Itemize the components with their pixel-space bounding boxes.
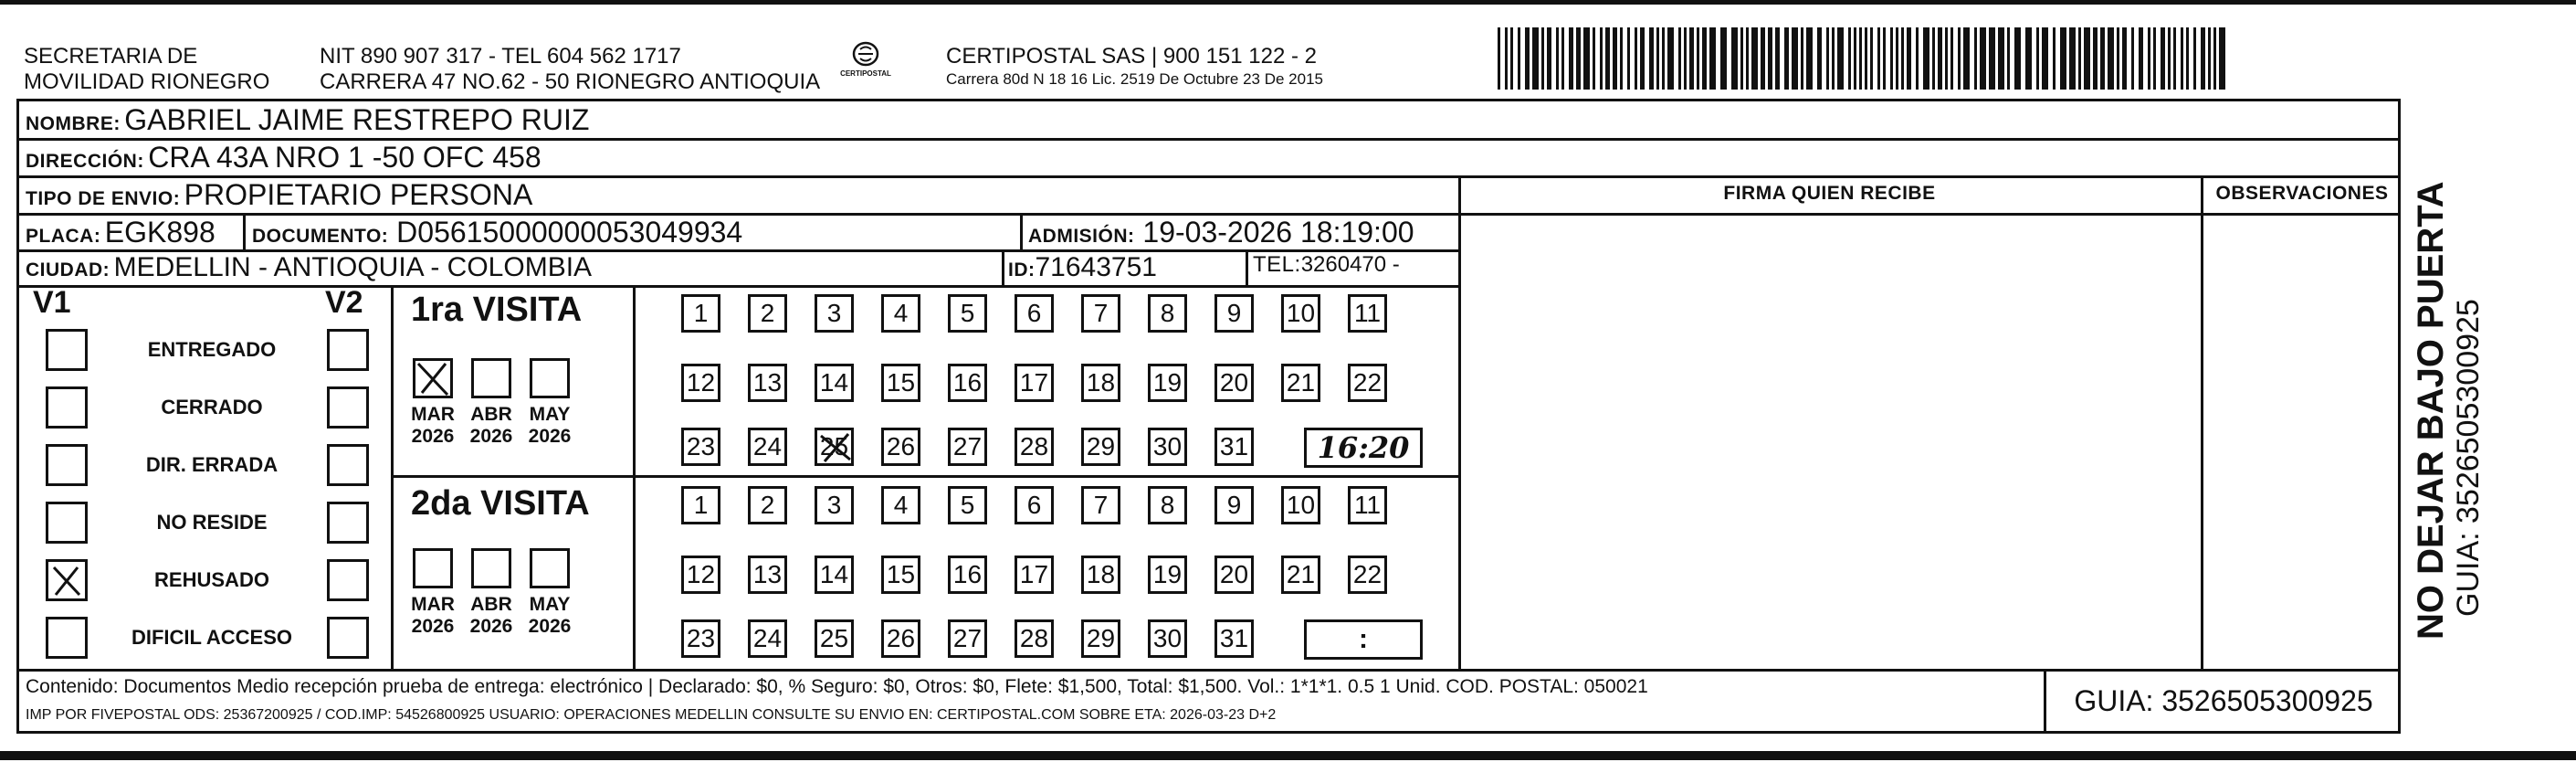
month-checkbox[interactable] <box>530 358 570 398</box>
barcode-bar <box>1896 27 1898 90</box>
barcode-bar <box>1938 27 1942 90</box>
barcode-bar <box>1600 27 1603 90</box>
barcode-bar <box>2093 27 2098 90</box>
day-box[interactable]: 2 <box>748 294 787 333</box>
day-box[interactable]: 9 <box>1214 486 1254 524</box>
day-box[interactable]: 26 <box>881 619 920 658</box>
barcode-bar <box>2108 27 2114 90</box>
direccion-field: DIRECCIÓN: CRA 43A NRO 1 -50 OFC 458 <box>26 141 541 174</box>
barcode-bar <box>1576 27 1581 90</box>
admision-field: ADMISIÓN: 19-03-2026 18:19:00 <box>1028 216 1414 249</box>
day-box[interactable]: 24 <box>748 428 787 466</box>
day-box[interactable]: 20 <box>1214 364 1254 402</box>
day-box[interactable]: 5 <box>948 486 987 524</box>
month-checkbox[interactable] <box>530 548 570 588</box>
v1-header: V1 <box>33 285 71 320</box>
day-box[interactable]: 6 <box>1015 294 1054 333</box>
certipostal-logo: CERTIPOSTAL <box>836 38 896 86</box>
barcode-bar <box>1649 27 1654 90</box>
day-box[interactable]: 16 <box>948 364 987 402</box>
footer-print-info: IMP POR FIVEPOSTAL ODS: 25367200925 / COD.IMP: 54526800925 USUARIO: OPERACIONES MEDELLIN CONSULTE SU ENVIO EN: CERTIPOSTAL.COM SOBRE ETA: 2026-03-23 D+2 <box>26 707 1277 723</box>
barcode-bar <box>2117 27 2119 90</box>
day-box[interactable]: 10 <box>1281 486 1320 524</box>
barcode-bar <box>2131 27 2134 90</box>
day-box[interactable]: 15 <box>881 364 920 402</box>
tipo-envio-field: TIPO DE ENVIO: PROPIETARIO PERSONA <box>26 178 533 211</box>
nombre-field: NOMBRE: GABRIEL JAIME RESTREPO RUIZ <box>26 103 590 136</box>
day-box[interactable]: 11 <box>1348 486 1387 524</box>
month-label: ABR 2026 <box>469 594 513 637</box>
barcode-bar <box>1945 27 1948 90</box>
v1-checkbox[interactable] <box>46 502 88 544</box>
barcode-bar <box>1923 27 1929 90</box>
day-box[interactable]: 18 <box>1081 364 1120 402</box>
barcode-bar <box>1702 27 1707 90</box>
barcode-bar <box>1613 27 1617 90</box>
day-box[interactable]: 23 <box>681 428 720 466</box>
day-box[interactable]: 29 <box>1081 428 1120 466</box>
barcode-bar <box>1832 27 1835 90</box>
nit-address: NIT 890 907 317 - TEL 604 562 1717 CARRERA 47 NO.62 - 50 RIONEGRO ANTIOQUIA <box>320 44 821 94</box>
v2-header: V2 <box>325 285 363 320</box>
day-box[interactable]: 28 <box>1015 428 1054 466</box>
barcode-bar <box>1510 27 1513 90</box>
barcode-bar <box>1678 27 1681 90</box>
time-box[interactable]: : <box>1304 619 1423 660</box>
month-label: MAY 2026 <box>528 594 572 637</box>
v2-checkbox[interactable] <box>327 329 369 371</box>
day-box[interactable]: 10 <box>1281 294 1320 333</box>
status-label: NO RESIDE <box>156 511 268 534</box>
barcode-bar <box>1817 27 1822 90</box>
month-checkbox[interactable] <box>413 548 453 588</box>
v1-checkbox[interactable] <box>46 329 88 371</box>
barcode-bar <box>1775 27 1780 90</box>
barcode-bar <box>1974 27 1977 90</box>
day-box[interactable]: 24 <box>748 619 787 658</box>
day-box[interactable]: 31 <box>1214 428 1254 466</box>
v1-checkbox[interactable] <box>46 386 88 429</box>
day-box[interactable]: 19 <box>1148 556 1187 594</box>
day-box[interactable]: 30 <box>1148 428 1187 466</box>
barcode-bar <box>2053 27 2056 90</box>
day-box[interactable]: 21 <box>1281 364 1320 402</box>
first-visit-title: 1ra VISITA <box>411 291 583 329</box>
cell-divider <box>1246 249 1248 285</box>
footer-content: Contenido: Documentos Medio recepción prueba de entrega: electrónico | Declarado: $0, % Seguro: $0, Otros: $0, Flete: $1,500, Total: $1,500. Vol.: 1*1*1. 0.5 1 Unid. COD. POSTAL: 050021 <box>26 676 1648 697</box>
barcode-bar <box>1950 27 1953 90</box>
v2-checkbox[interactable] <box>327 559 369 601</box>
day-box[interactable]: 26 <box>881 428 920 466</box>
day-box[interactable]: 5 <box>948 294 987 333</box>
barcode-bar <box>1662 27 1665 90</box>
barcode-bar <box>2069 27 2076 90</box>
barcode-bar <box>1963 27 1970 90</box>
day-box[interactable]: 22 <box>1348 364 1387 402</box>
day-box[interactable]: 28 <box>1015 619 1054 658</box>
barcode-bar <box>1593 27 1595 90</box>
status-label: CERRADO <box>161 396 263 418</box>
day-box[interactable]: 1 <box>681 294 720 333</box>
day-box[interactable]: 7 <box>1081 294 1120 333</box>
day-box[interactable]: 12 <box>681 364 720 402</box>
row-divider <box>16 285 1459 288</box>
barcode-bar <box>1998 27 2004 90</box>
carrier-info: CERTIPOSTAL SAS | 900 151 122 - 2 Carrera 80d N 18 16 Lic. 2519 De Octubre 23 De 2015 <box>946 44 1323 88</box>
v2-checkbox[interactable] <box>327 502 369 544</box>
barcode-bar <box>2186 27 2189 90</box>
barcode-bar <box>1627 27 1630 90</box>
visit-divider <box>391 475 1459 478</box>
day-box[interactable]: 16 <box>948 556 987 594</box>
status-label: DIFICIL ACCESO <box>131 626 292 649</box>
status-label: REHUSADO <box>154 568 269 591</box>
barcode-bar <box>1605 27 1610 90</box>
day-box[interactable]: 4 <box>881 294 920 333</box>
day-box[interactable]: 29 <box>1081 619 1120 658</box>
day-box[interactable]: 13 <box>748 364 787 402</box>
barcode-bar <box>1740 27 1743 90</box>
column-divider <box>1458 175 1461 669</box>
barcode-bar <box>2153 27 2156 90</box>
barcode-bar <box>2208 27 2211 90</box>
cell-divider <box>1002 249 1004 285</box>
barcode-bar <box>1890 27 1893 90</box>
day-box[interactable]: 27 <box>948 428 987 466</box>
month-checkbox[interactable] <box>471 548 511 588</box>
barcode-bar <box>1525 27 1530 90</box>
day-box[interactable]: 22 <box>1348 556 1387 594</box>
barcode-bar <box>1848 27 1851 90</box>
day-box[interactable]: 3 <box>815 486 854 524</box>
barcode-bar <box>2201 27 2205 90</box>
barcode-bar <box>2014 27 2021 90</box>
day-box[interactable]: 1 <box>681 486 720 524</box>
barcode-bar <box>1870 27 1873 90</box>
barcode-bar <box>1901 27 1904 90</box>
barcode-bar <box>2084 27 2090 90</box>
month-label: MAR 2026 <box>411 404 455 447</box>
time-box[interactable]: 16:20 <box>1304 428 1423 468</box>
barcode-bar <box>1932 27 1935 90</box>
barcode-bar <box>1541 27 1544 90</box>
side-warning: NO DEJAR BAJO PUERTA GUIA: 3526505300925 <box>2411 181 2486 640</box>
v2-checkbox[interactable] <box>327 617 369 659</box>
barcode-bar <box>1561 27 1564 90</box>
documento-field: DOCUMENTO: D05615000000053049934 <box>252 216 743 249</box>
barcode <box>1498 27 2228 90</box>
barcode-bar <box>2060 27 2066 90</box>
barcode-bar <box>2025 27 2032 90</box>
day-box[interactable]: 20 <box>1214 556 1254 594</box>
barcode-bar <box>2078 27 2081 90</box>
day-box[interactable]: 11 <box>1348 294 1387 333</box>
barcode-bar <box>1837 27 1844 90</box>
month-checkbox[interactable] <box>413 358 453 398</box>
day-box[interactable]: 23 <box>681 619 720 658</box>
barcode-bar <box>1532 27 1539 90</box>
column-divider <box>2201 175 2203 669</box>
day-box[interactable]: 17 <box>1015 364 1054 402</box>
barcode-bar <box>2173 27 2176 90</box>
day-box[interactable]: 4 <box>881 486 920 524</box>
barcode-bar <box>1505 27 1508 90</box>
barcode-bar <box>1656 27 1659 90</box>
bottom-border <box>0 751 2576 760</box>
barcode-bar <box>1746 27 1749 90</box>
barcode-bar <box>1958 27 1961 90</box>
day-box[interactable]: 19 <box>1148 364 1187 402</box>
barcode-bar <box>1826 27 1829 90</box>
barcode-bar <box>1792 27 1798 90</box>
barcode-bar <box>2181 27 2183 90</box>
day-box[interactable]: 7 <box>1081 486 1120 524</box>
day-box[interactable]: 25 <box>815 428 854 466</box>
guia-box: GUIA: 3526505300925 <box>2074 683 2373 717</box>
v1-checkbox[interactable] <box>46 617 88 659</box>
v2-checkbox[interactable] <box>327 386 369 429</box>
barcode-bar <box>1761 27 1765 90</box>
day-box[interactable]: 15 <box>881 556 920 594</box>
barcode-bar <box>1916 27 1919 90</box>
barcode-bar <box>2036 27 2039 90</box>
barcode-bar <box>2193 27 2196 90</box>
barcode-bar <box>1684 27 1687 90</box>
day-box[interactable]: 12 <box>681 556 720 594</box>
cell-divider <box>243 213 246 249</box>
barcode-bar <box>1667 27 1674 90</box>
day-box[interactable]: 9 <box>1214 294 1254 333</box>
barcode-bar <box>2161 27 2165 90</box>
day-box[interactable]: 31 <box>1214 619 1254 658</box>
observaciones-header: OBSERVACIONES <box>2215 183 2389 204</box>
barcode-bar <box>1569 27 1573 90</box>
barcode-bar <box>1518 27 1520 90</box>
barcode-bar <box>2042 27 2048 90</box>
day-box[interactable]: 27 <box>948 619 987 658</box>
barcode-bar <box>2219 27 2225 90</box>
barcode-bar <box>1731 27 1738 90</box>
barcode-bar <box>2100 27 2105 90</box>
barcode-bar <box>1583 27 1590 90</box>
barcode-bar <box>1720 27 1727 90</box>
barcode-bar <box>1980 27 1986 90</box>
day-box[interactable]: 8 <box>1148 486 1187 524</box>
day-box[interactable]: 21 <box>1281 556 1320 594</box>
barcode-bar <box>2122 27 2127 90</box>
barcode-bar <box>1801 27 1803 90</box>
placa-field: PLACA: EGK898 <box>26 216 216 249</box>
barcode-bar <box>1865 27 1867 90</box>
barcode-bar <box>1709 27 1716 90</box>
id-field: ID:71643751 <box>1008 252 1157 282</box>
month-checkbox[interactable] <box>471 358 511 398</box>
barcode-bar <box>1883 27 1886 90</box>
barcode-bar <box>1640 27 1645 90</box>
barcode-bar <box>1877 27 1880 90</box>
day-box[interactable]: 6 <box>1015 486 1054 524</box>
ciudad-field: CIUDAD: MEDELLIN - ANTIOQUIA - COLOMBIA <box>26 252 593 282</box>
month-label: MAR 2026 <box>411 594 455 637</box>
barcode-bar <box>1620 27 1623 90</box>
barcode-bar <box>1751 27 1758 90</box>
barcode-bar <box>2148 27 2150 90</box>
barcode-bar <box>1556 27 1559 90</box>
day-box[interactable]: 17 <box>1015 556 1054 594</box>
barcode-bar <box>1547 27 1551 90</box>
barcode-bar <box>1854 27 1856 90</box>
barcode-bar <box>2213 27 2216 90</box>
second-visit-title: 2da VISITA <box>411 484 590 523</box>
barcode-bar <box>1498 27 1500 90</box>
v2-checkbox[interactable] <box>327 444 369 486</box>
barcode-bar <box>1784 27 1789 90</box>
day-box[interactable]: 25 <box>815 619 854 658</box>
day-box[interactable]: 13 <box>748 556 787 594</box>
barcode-bar <box>1768 27 1772 90</box>
barcode-bar <box>2007 27 2010 90</box>
tel-field: TEL:3260470 - <box>1253 252 1400 277</box>
barcode-bar <box>1635 27 1637 90</box>
org-name: SECRETARIA DE MOVILIDAD RIONEGRO <box>24 44 270 94</box>
barcode-bar <box>2168 27 2171 90</box>
barcode-bar <box>2139 27 2143 90</box>
barcode-bar <box>1806 27 1813 90</box>
day-box[interactable]: 14 <box>815 364 854 402</box>
day-box[interactable]: 8 <box>1148 294 1187 333</box>
barcode-bar <box>1989 27 1995 90</box>
firma-header: FIRMA QUIEN RECIBE <box>1723 183 1936 204</box>
top-border <box>0 0 2576 5</box>
day-box[interactable]: 14 <box>815 556 854 594</box>
barcode-bar <box>1689 27 1694 90</box>
status-label: ENTREGADO <box>147 338 277 361</box>
day-box[interactable]: 18 <box>1081 556 1120 594</box>
barcode-bar <box>1859 27 1862 90</box>
v1-checkbox[interactable] <box>46 444 88 486</box>
month-label: MAY 2026 <box>528 404 572 447</box>
status-label: DIR. ERRADA <box>145 453 279 476</box>
day-box[interactable]: 2 <box>748 486 787 524</box>
cell-divider <box>1020 213 1023 249</box>
month-label: ABR 2026 <box>469 404 513 447</box>
barcode-bar <box>1907 27 1911 90</box>
day-box[interactable]: 3 <box>815 294 854 333</box>
day-box[interactable]: 30 <box>1148 619 1187 658</box>
v1-checkbox[interactable] <box>46 559 88 601</box>
barcode-bar <box>1697 27 1699 90</box>
